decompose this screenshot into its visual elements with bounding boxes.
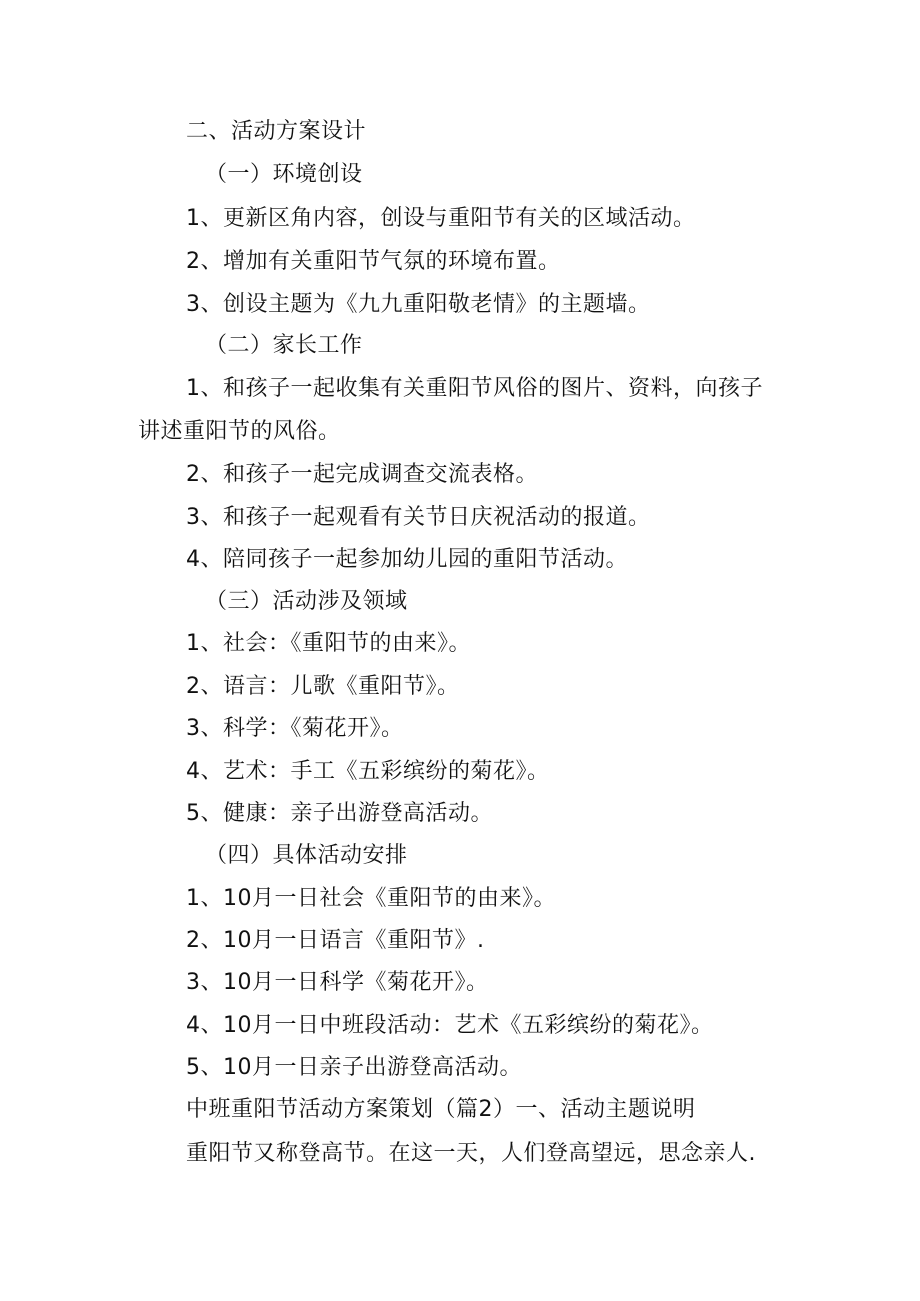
list-item: 2、和孩子一起完成调查交流表格。 <box>186 462 538 487</box>
list-item: 1、社会：《重阳节的由来》。 <box>186 631 471 656</box>
list-item: 2、增加有关重阳节气氛的环境布置。 <box>186 249 561 274</box>
paragraph-text: 重阳节又称登高节。在这一天，人们登高望远，思念亲人. <box>186 1141 756 1166</box>
section-heading: 二、活动方案设计 <box>186 119 367 144</box>
list-item: 4、10月一日中班段活动：艺术《五彩缤纷的菊花》。 <box>186 1013 714 1038</box>
section-heading-next: 中班重阳节活动方案策划（篇2）一、活动主题说明 <box>186 1097 696 1122</box>
list-item: 1、和孩子一起收集有关重阳节风俗的图片、资料，向孩子 <box>186 376 763 401</box>
list-item: 4、陪同孩子一起参加幼儿园的重阳节活动。 <box>186 547 628 572</box>
list-item: 3、和孩子一起观看有关节日庆祝活动的报道。 <box>186 505 651 530</box>
subsection-heading: （三）活动涉及领域 <box>205 589 408 614</box>
list-item: 1、更新区角内容，创设与重阳节有关的区域活动。 <box>186 206 696 231</box>
subsection-heading: （一）环境创设 <box>205 162 363 187</box>
list-item-continuation: 讲述重阳节的风俗。 <box>138 419 341 444</box>
list-item: 3、创设主题为《九九重阳敬老情》的主题墙。 <box>186 292 651 317</box>
list-item: 2、语言：儿歌《重阳节》。 <box>186 674 460 699</box>
list-item: 2、10月一日语言《重阳节》. <box>186 928 485 953</box>
list-item: 1、10月一日社会《重阳节的由来》。 <box>186 886 556 911</box>
subsection-heading: （二）家长工作 <box>205 333 363 358</box>
list-item: 5、健康：亲子出游登高活动。 <box>186 801 493 826</box>
list-item: 3、科学：《菊花开》。 <box>186 716 404 741</box>
list-item: 4、艺术：手工《五彩缤纷的菊花》。 <box>186 759 550 784</box>
list-item: 5、10月一日亲子出游登高活动。 <box>186 1055 522 1080</box>
list-item: 3、10月一日科学《菊花开》。 <box>186 970 489 995</box>
subsection-heading: （四）具体活动安排 <box>205 843 408 868</box>
